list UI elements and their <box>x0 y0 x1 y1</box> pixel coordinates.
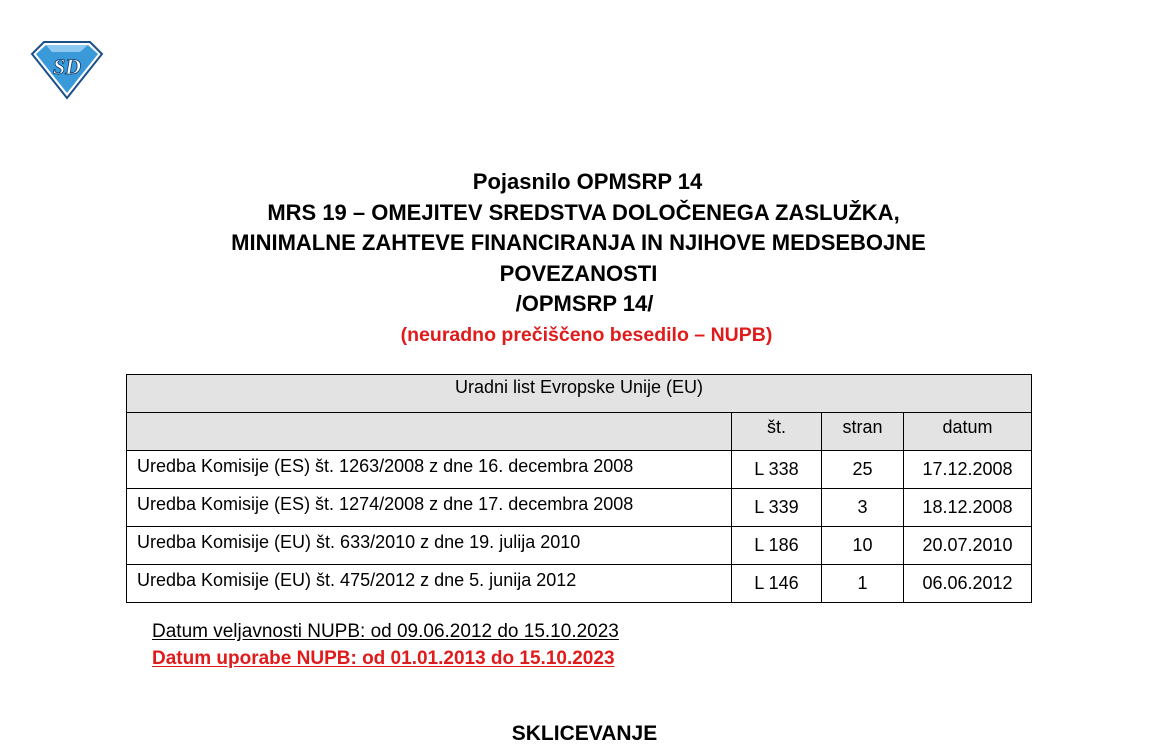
application-period: Datum uporabe NUPB: od 01.01.2013 do 15.10.2023 <box>152 648 615 669</box>
oj-page: 1 <box>822 565 904 603</box>
title-line-3: MINIMALNE ZAHTEVE FINANCIRANJA IN NJIHOVE MEDSEBOJNE <box>231 230 926 255</box>
table-row <box>127 451 1032 489</box>
sd-logo-icon <box>30 40 104 100</box>
oj-date: 17.12.2008 <box>904 451 1032 489</box>
table-caption: Uradni list Evropske Unije (EU) <box>127 375 1032 413</box>
oj-number: L 338 <box>732 451 822 489</box>
regulation-name: Uredba Komisije (EU) št. 633/2010 z dne 19. julija 2010 <box>127 527 732 565</box>
document-title <box>0 167 1157 350</box>
official-journal-table <box>126 374 1032 603</box>
validity-dates <box>152 618 619 672</box>
document-subtitle: (neuradno prečiščeno besedilo – NUPB) <box>400 323 773 346</box>
title-line-5: /OPMSRP 14/ <box>515 291 654 316</box>
table-header-row <box>127 413 1032 451</box>
table-row <box>127 489 1032 527</box>
title-line-1: Pojasnilo OPMSRP 14 <box>472 169 703 194</box>
oj-date: 20.07.2010 <box>904 527 1032 565</box>
logo-lettering: SD <box>52 54 82 79</box>
oj-page: 3 <box>822 489 904 527</box>
regulation-name: Uredba Komisije (ES) št. 1263/2008 z dne 16. decembra 2008 <box>127 451 732 489</box>
table-row <box>127 565 1032 603</box>
oj-number: L 186 <box>732 527 822 565</box>
header-cell-name <box>127 413 732 451</box>
section-heading: SKLICEVANJE <box>511 722 658 745</box>
oj-date: 18.12.2008 <box>904 489 1032 527</box>
oj-number: L 339 <box>732 489 822 527</box>
header-cell-stran: stran <box>822 413 904 451</box>
regulation-name: Uredba Komisije (ES) št. 1274/2008 z dne 17. decembra 2008 <box>127 489 732 527</box>
oj-number: L 146 <box>732 565 822 603</box>
header-cell-st: št. <box>732 413 822 451</box>
title-line-2: MRS 19 – OMEJITEV SREDSTVA DOLOČENEGA ZASLUŽKA, <box>267 199 900 225</box>
table-caption-row <box>127 375 1032 413</box>
validity-period: Datum veljavnosti NUPB: od 09.06.2012 do 15.10.2023 <box>152 621 619 642</box>
title-line-4: POVEZANOSTI <box>499 260 658 286</box>
header-cell-datum: datum <box>904 413 1032 451</box>
oj-page: 10 <box>822 527 904 565</box>
regulation-name: Uredba Komisije (EU) št. 475/2012 z dne 5. junija 2012 <box>127 565 732 603</box>
table-row <box>127 527 1032 565</box>
oj-date: 06.06.2012 <box>904 565 1032 603</box>
oj-page: 25 <box>822 451 904 489</box>
